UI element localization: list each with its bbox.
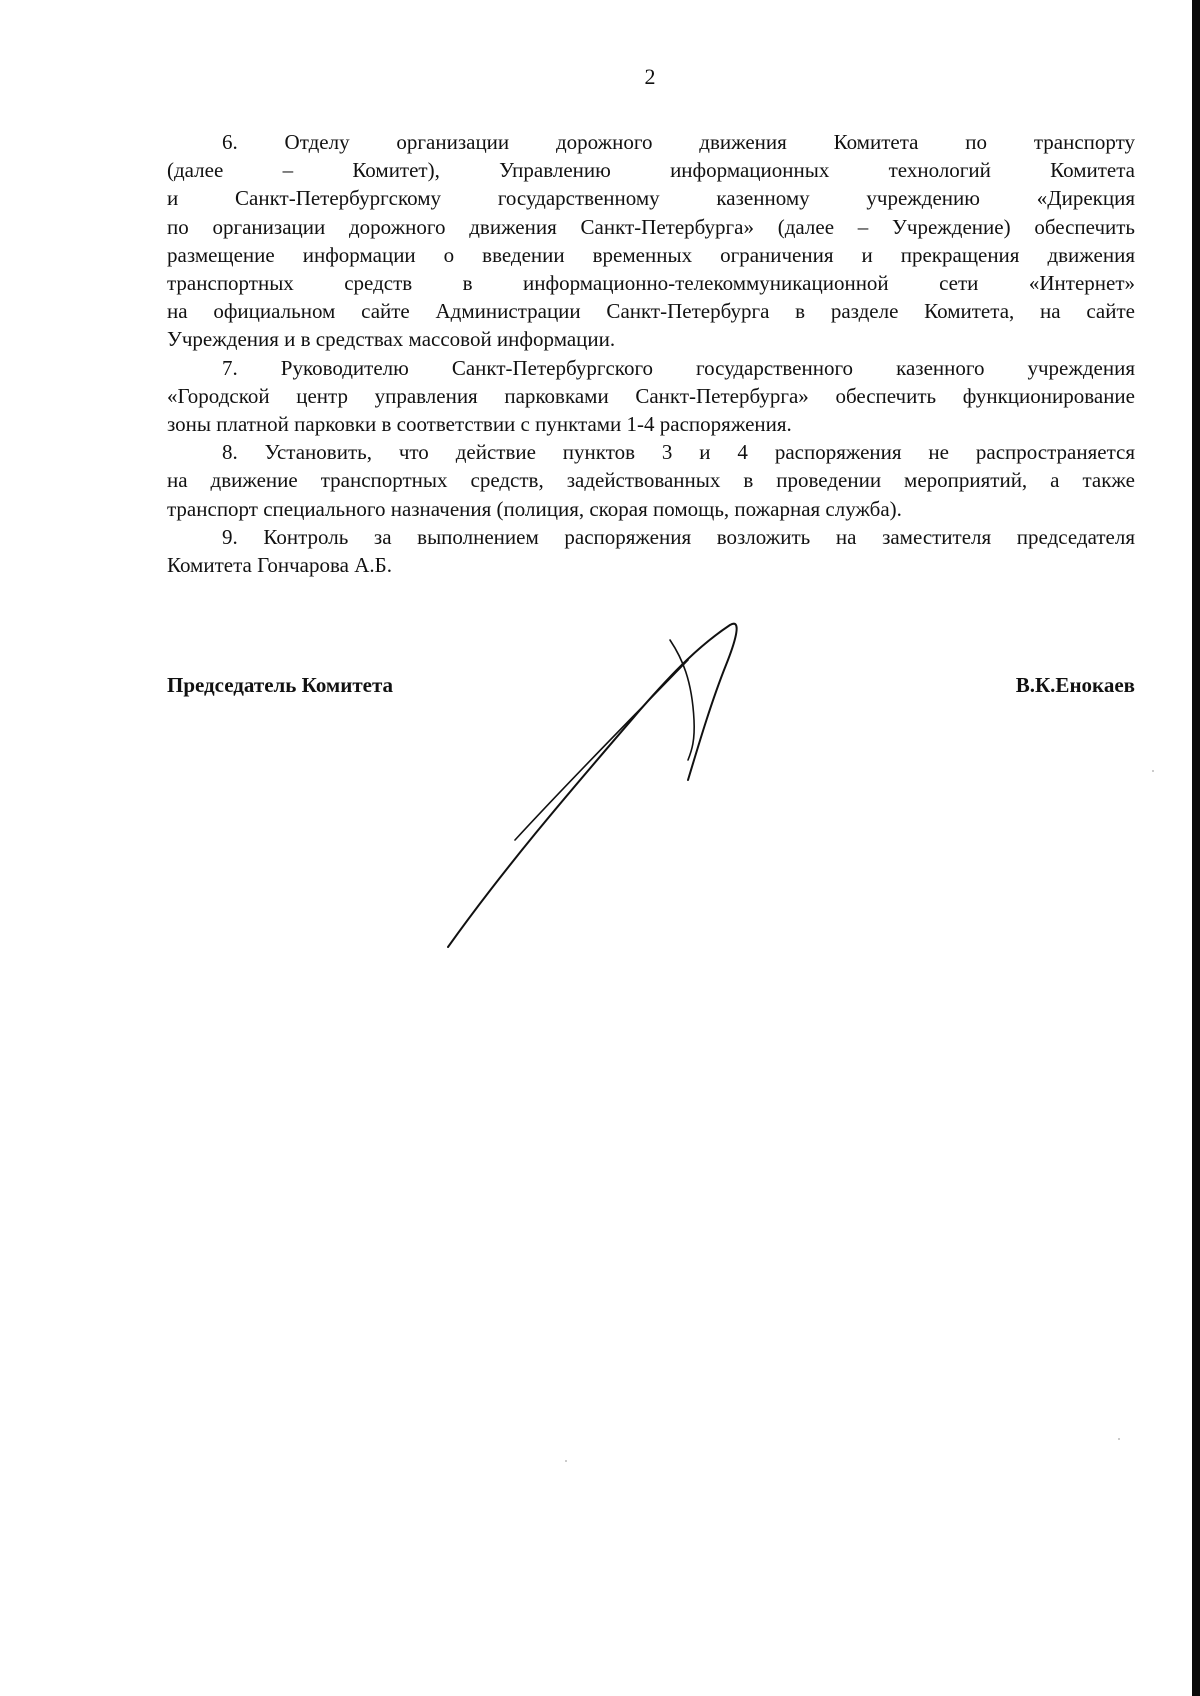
text-line: 8. Установить, что действие пунктов 3 и 4 распоряжения не распространяется [222,440,1135,465]
paragraph-item-7 [167,354,1135,439]
text-line: 6. Отделу организации дорожного движения Комитета по транспорту [222,130,1135,154]
paragraph-item-9 [167,523,1135,579]
text-line: 9. Контроль за выполнением распоряжения возложить на заместителя председателя [222,524,1135,549]
text-line: Учреждения и в средствах массовой информации. [167,327,616,352]
text-line: транспорт специального назначения (полиция, скорая помощь, пожарная служба). [167,496,902,521]
scan-edge [1192,0,1200,1696]
paragraph-item-8 [167,438,1135,523]
text-line: «Городской центр управления парковками Санкт-Петербурга» обеспечить функционирование [167,383,1135,408]
text-line: на движение транспортных средств, задействованных в проведении мероприятий, а также [167,468,1135,493]
text-line: на официальном сайте Администрации Санкт-Петербурга в разделе Комитета, на сайте [167,299,1135,324]
document-body [167,128,1135,579]
scan-speck [1152,770,1154,772]
page-number: 2 [644,64,656,89]
text-line: (далее – Комитет), Управлению информационных технологий Комитета [167,158,1135,183]
text-line: Комитета Гончарова А.Б. [167,553,392,578]
handwritten-signature [430,610,790,960]
paragraph-item-6 [167,128,1135,354]
text-line: транспортных средств в информационно-телекоммуникационной сети «Интернет» [167,271,1135,296]
scan-speck [1118,1438,1120,1440]
signer-name: В.К.Енокаев [1015,673,1135,697]
text-line: зоны платной парковки в соответствии с пунктами 1-4 распоряжения. [167,412,792,437]
text-line: по организации дорожного движения Санкт-Петербурга» (далее – Учреждение) обеспечить [167,214,1135,239]
signer-position: Председатель Комитета [167,673,394,697]
text-line: 7. Руководителю Санкт-Петербургского государственного казенного учреждения [222,355,1135,380]
text-line: и Санкт-Петербургскому государственному казенному учреждению «Дирекция [167,186,1135,211]
scan-speck [565,1460,567,1462]
text-line: размещение информации о введении временных ограничения и прекращения движения [167,242,1135,267]
